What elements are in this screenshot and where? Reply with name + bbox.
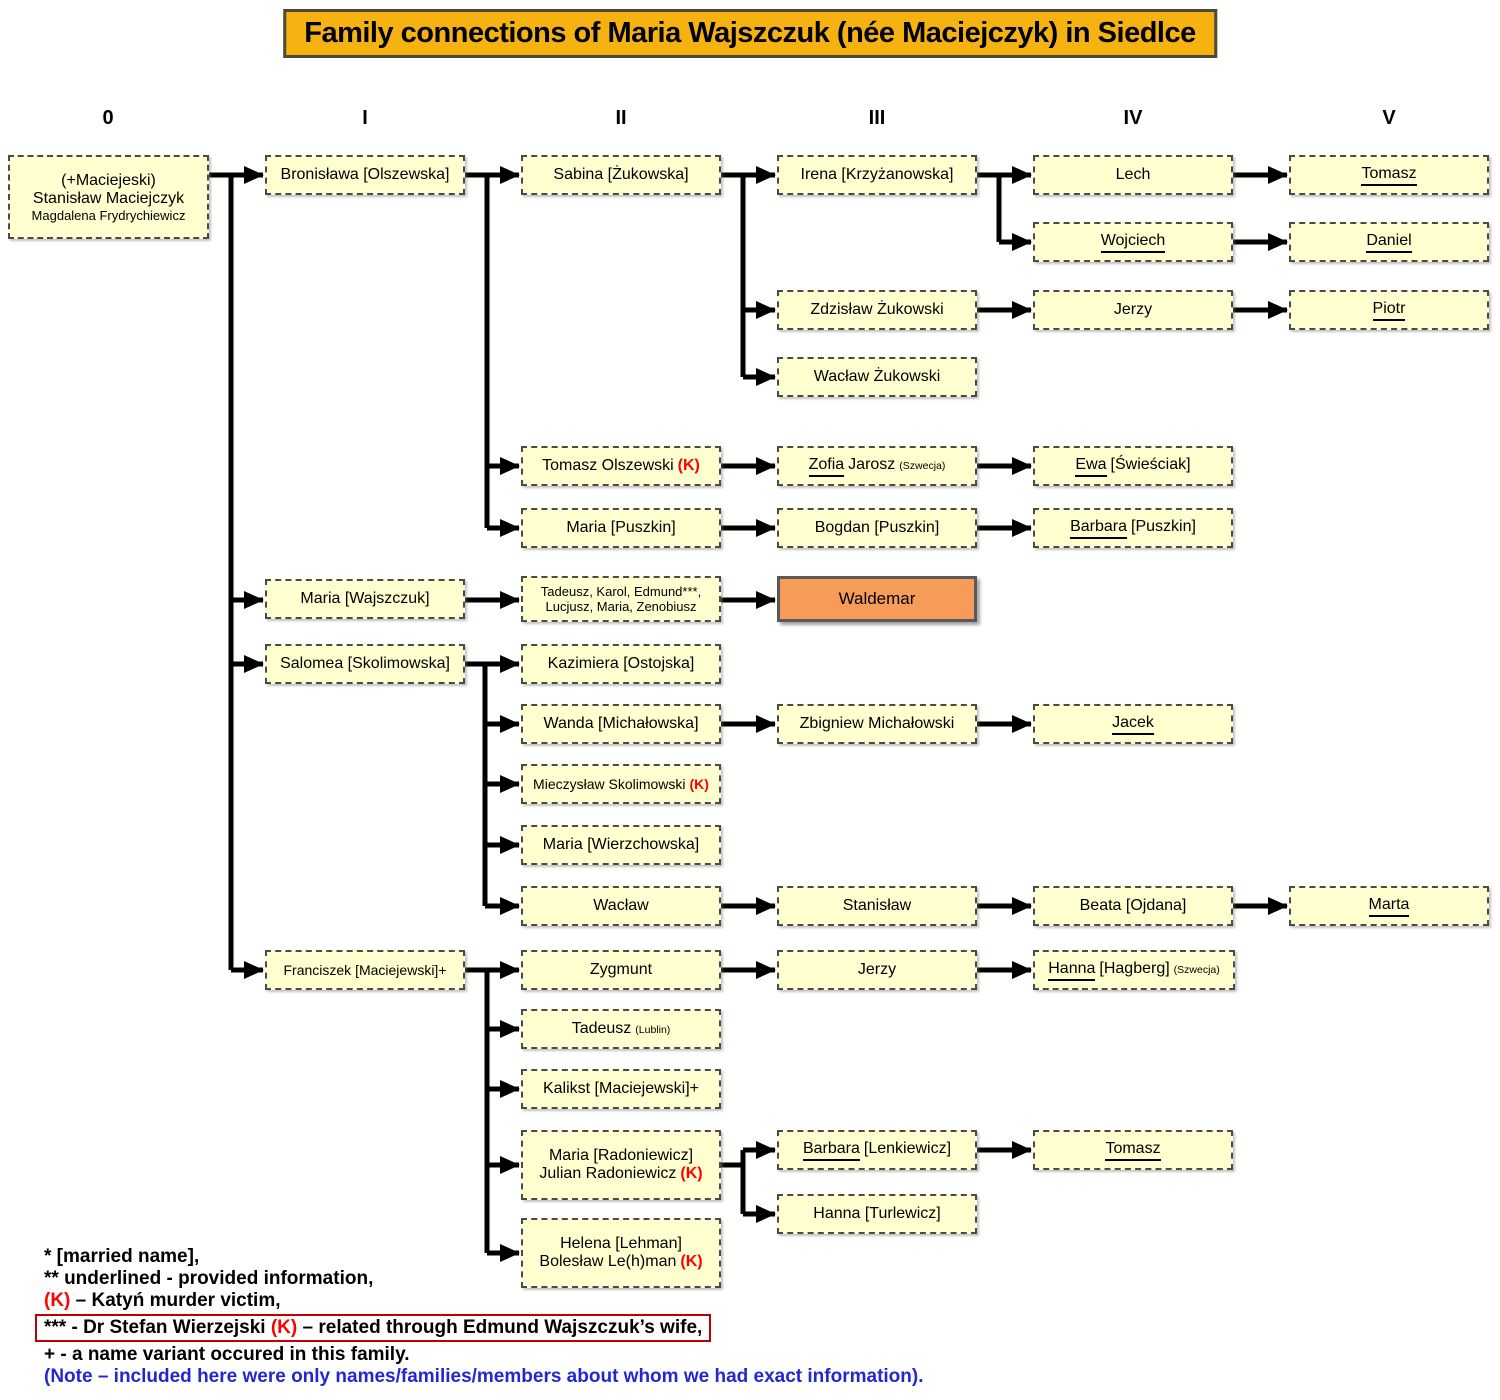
node-label: Bogdan [Puszkin] xyxy=(814,519,940,536)
legend-wierzejski-pre: *** - Dr Stefan Wierzejski xyxy=(44,1317,271,1338)
node-label: (+Maciejeski) xyxy=(61,171,156,189)
node-label: Stanisław xyxy=(842,897,912,914)
node-label: Tomasz xyxy=(1361,165,1416,186)
katyn-marker: (K) xyxy=(680,1165,703,1182)
katyn-marker: (K) xyxy=(270,1317,298,1338)
node-hanna-turlewicz xyxy=(777,1194,977,1234)
node-label: Jarosz xyxy=(848,455,896,473)
node-waclaw-zukowski xyxy=(777,357,977,397)
node-stanislaw xyxy=(777,886,977,926)
legend-wierzejski-post: – related through Edmund Wajszczuk’s wife, xyxy=(297,1317,703,1338)
generation-header-0: 0 xyxy=(102,107,114,129)
node-jacek xyxy=(1033,704,1233,744)
node-barbara-puszkin xyxy=(1033,508,1233,548)
location-suffix: (Szwecja) xyxy=(1173,963,1220,976)
node-label: Bronisława [Olszewska] xyxy=(280,166,450,183)
node-zbigniew-michalowski xyxy=(777,704,977,744)
node-label: Tomasz Olszewski xyxy=(542,457,674,474)
generation-header-3: III xyxy=(868,107,886,129)
node-salomea-skolimowska xyxy=(265,644,465,684)
katyn-marker: (K) xyxy=(677,457,700,474)
node-root-maciejczyk xyxy=(8,155,209,239)
node-franciszek-maciejewski xyxy=(265,950,465,990)
node-label: Kazimiera [Ostojska] xyxy=(547,655,695,672)
node-zygmunt xyxy=(521,950,721,990)
legend-underlined: ** underlined - provided information, xyxy=(44,1268,374,1289)
chart-title: Family connections of Maria Wajszczuk (née Maciejczyk) in Siedlce xyxy=(283,9,1217,58)
node-label: Zdzisław Żukowski xyxy=(810,301,944,318)
node-label: Jacek xyxy=(1112,714,1154,735)
node-waclaw xyxy=(521,886,721,926)
node-label: Bolesław Le(h)man xyxy=(539,1253,677,1270)
legend-note: (Note – included here were only names/families/members about whom we had exact information). xyxy=(44,1366,924,1387)
node-label: Wanda [Michałowska] xyxy=(543,715,699,732)
node-label: Maria [Wajszczuk] xyxy=(300,590,430,607)
node-label: Kalikst [Maciejewski]+ xyxy=(542,1080,700,1097)
node-jerzy-gen4 xyxy=(1033,290,1233,330)
node-irena-krzyzanowska xyxy=(777,155,977,195)
node-label: Tadeusz xyxy=(571,1020,632,1037)
generation-header-2: II xyxy=(615,107,627,129)
node-tomasz-gen5 xyxy=(1289,155,1489,195)
node-label: Hanna [Turlewicz] xyxy=(813,1205,941,1222)
node-label: Tadeusz, Karol, Edmund***, xyxy=(540,584,702,599)
node-label: Piotr xyxy=(1373,300,1406,321)
node-label: Maria [Wierzchowska] xyxy=(542,836,700,853)
legend-wierzejski-boxed xyxy=(35,1314,711,1342)
node-label: [Hagberg] xyxy=(1099,959,1170,977)
node-piotr xyxy=(1289,290,1489,330)
node-maria-julian-radoniewicz xyxy=(521,1130,721,1200)
node-ewa-swiesciak xyxy=(1033,446,1233,486)
katyn-marker: (K) xyxy=(44,1290,71,1311)
node-label: Wojciech xyxy=(1101,232,1166,253)
node-label: Salomea [Skolimowska] xyxy=(280,655,450,672)
legend-variant: + - a name variant occured in this family. xyxy=(44,1344,410,1365)
node-sabina-zukowska xyxy=(521,155,721,195)
node-label: Helena [Lehman] xyxy=(560,1235,682,1252)
node-label: Stanisław Maciejczyk xyxy=(32,189,185,207)
node-label: Tomasz xyxy=(1105,1140,1160,1161)
node-label: Maria [Radoniewicz] xyxy=(548,1147,694,1164)
node-label: [Świeściak] xyxy=(1110,455,1191,473)
node-label: Lucjusz, Maria, Zenobiusz xyxy=(545,599,697,614)
node-label: Franciszek [Maciejewski]+ xyxy=(283,962,447,978)
node-mieczyslaw-skolimowski xyxy=(521,764,721,804)
legend-katyn xyxy=(44,1290,924,1312)
node-bogdan-puszkin xyxy=(777,508,977,548)
node-lech xyxy=(1033,155,1233,195)
node-wojciech xyxy=(1033,222,1233,262)
node-zofia-jarosz xyxy=(777,446,977,486)
node-label: [Lenkiewicz] xyxy=(863,1139,952,1157)
node-label: Zofia xyxy=(809,456,845,477)
node-marta xyxy=(1289,886,1489,926)
node-kazimiera-ostojska xyxy=(521,644,721,684)
node-maria-wierzchowska xyxy=(521,825,721,865)
node-wanda-michalowska xyxy=(521,704,721,744)
node-kalikst-maciejewski xyxy=(521,1069,721,1109)
node-tomasz-olszewski xyxy=(521,446,721,486)
node-label: Mieczysław Skolimowski xyxy=(533,776,686,792)
node-label: Sabina [Żukowska] xyxy=(553,166,689,183)
node-tadeusz-lublin xyxy=(521,1009,721,1049)
node-label: Ewa xyxy=(1075,456,1106,477)
node-label: Wacław Żukowski xyxy=(813,368,941,385)
node-waldemar-highlighted xyxy=(777,576,977,622)
node-label: Wacław xyxy=(593,897,649,914)
node-barbara-lenkiewicz xyxy=(777,1130,977,1170)
node-zdzislaw-zukowski xyxy=(777,290,977,330)
node-label: Barbara xyxy=(803,1140,860,1161)
node-label: Irena [Krzyżanowska] xyxy=(800,166,954,183)
node-label: Barbara xyxy=(1070,518,1127,539)
node-wajszczuk-siblings xyxy=(521,576,721,622)
legend-katyn-text: – Katyń murder victim, xyxy=(70,1290,281,1311)
node-label: Jerzy xyxy=(1113,301,1153,318)
legend xyxy=(44,1246,924,1388)
node-daniel xyxy=(1289,222,1489,262)
legend-married-name: * [married name], xyxy=(44,1246,200,1267)
location-suffix: (Szwecja) xyxy=(899,459,946,472)
node-jerzy-gen3 xyxy=(777,950,977,990)
node-label: Zbigniew Michałowski xyxy=(799,715,955,732)
generation-header-5: V xyxy=(1382,107,1396,129)
node-label: Jerzy xyxy=(857,961,897,978)
node-label: Waldemar xyxy=(838,589,916,608)
katyn-marker: (K) xyxy=(680,1253,703,1270)
generation-header-1: I xyxy=(362,107,368,129)
node-maria-wajszczuk xyxy=(265,579,465,619)
node-label: [Puszkin] xyxy=(1131,517,1196,535)
node-tomasz-gen4 xyxy=(1033,1130,1233,1170)
node-label: Zygmunt xyxy=(589,961,653,978)
generation-header-4: IV xyxy=(1123,107,1143,129)
node-label: Beata [Ojdana] xyxy=(1079,897,1187,914)
node-label: Daniel xyxy=(1366,232,1411,253)
node-maria-puszkin xyxy=(521,508,721,548)
node-beata-ojdana xyxy=(1033,886,1233,926)
node-label: Marta xyxy=(1369,896,1410,917)
node-label: Julian Radoniewicz xyxy=(539,1165,677,1182)
node-label: Hanna xyxy=(1048,960,1095,981)
katyn-marker: (K) xyxy=(689,776,709,792)
node-label: Lech xyxy=(1115,166,1151,183)
node-label: Maria [Puszkin] xyxy=(566,519,676,536)
node-hanna-hagberg xyxy=(1033,950,1235,990)
node-bronislawa-olszewska xyxy=(265,155,465,195)
node-label: Magdalena Frydrychiewicz xyxy=(31,207,186,223)
location-suffix: (Lublin) xyxy=(635,1024,671,1036)
